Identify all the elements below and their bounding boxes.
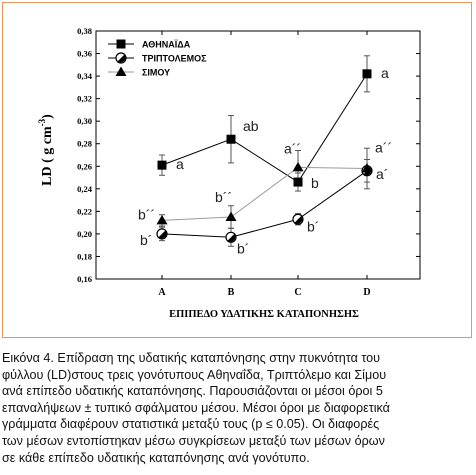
data-point: [226, 212, 237, 222]
data-point: [293, 214, 303, 224]
caption-line: ανά επίπεδο υδατικής καταπόνησης. Παρουσιάζονται οι μέσοι όροι 5: [2, 384, 383, 399]
data-point: [158, 161, 167, 170]
legend-marker: [116, 53, 126, 63]
data-point: [157, 229, 167, 239]
significance-label: b´´: [138, 206, 156, 223]
data-point: [227, 135, 236, 144]
caption-line: επαναλήψεων ± τυπικό σφάλματου μέσου. Μέσοι όροι με διαφορετικά: [2, 400, 390, 415]
significance-label: b´: [140, 231, 153, 248]
y-tick-label: 0,34: [77, 71, 92, 82]
series-line-3: [162, 167, 367, 220]
significance-label: b´: [237, 240, 250, 257]
data-point: [157, 215, 168, 225]
chart-axes: [77, 26, 420, 298]
significance-label: a´: [376, 165, 389, 182]
x-axis-title: ΕΠΙΠΕΔΟ ΥΔΑΤΙΚΗΣ ΚΑΤΑΠΟΝΗΣΗΣ: [169, 309, 359, 320]
x-tick-label: B: [227, 287, 235, 298]
x-tick-label: C: [294, 287, 302, 298]
caption-line: φύλλου (LD)στους τρεις γονότυπους Αθηναΐδα, Τριπτόλεμο και Σίμου: [2, 367, 387, 382]
significance-label: b´´: [215, 189, 233, 205]
data-point: [294, 178, 303, 187]
y-tick-label: 0,36: [77, 48, 92, 59]
data-point: [226, 232, 236, 242]
series-markers: [157, 69, 373, 242]
caption-line: γράμματα διαφέρουν στατιστικά μεταξύ τους (p ≤ 0.05). Οι διαφορές: [2, 417, 380, 432]
series-line-2: [162, 171, 367, 238]
significance-label: ab: [243, 118, 259, 135]
y-tick-label: 0,28: [77, 138, 92, 149]
legend-marker: [117, 40, 126, 49]
y-tick-label: 0,18: [77, 251, 92, 262]
figure-caption: [2, 350, 474, 466]
y-tick-label: 0,20: [77, 228, 92, 239]
y-tick-label: 0,24: [77, 183, 92, 194]
legend: [108, 40, 207, 78]
data-point: [293, 162, 304, 172]
error-bars: [159, 56, 370, 247]
significance-label: b´: [307, 218, 320, 235]
x-tick-label: A: [158, 287, 166, 298]
y-tick-label: 0,30: [77, 116, 92, 127]
caption-line: σε κάθε επίπεδο υδατικής καταπόνησης ανά γονότυπο.: [2, 450, 310, 465]
x-tick-label: D: [363, 287, 371, 298]
significance-label: a: [176, 156, 184, 173]
y-axis-title: LD ( g $cm^{-3}$): [37, 114, 55, 186]
y-tick-label: 0,22: [77, 206, 92, 217]
significance-label: a: [381, 64, 389, 81]
series-lines: [162, 74, 367, 237]
significance-label: a´´: [375, 139, 393, 156]
caption-line: Εικόνα 4. Επίδραση της υδατικής καταπόνησης στην πυκνότητα του: [2, 351, 381, 365]
legend-marker: [116, 67, 127, 77]
y-tick-label: 0,38: [77, 26, 92, 36]
y-tick-label: 0,26: [77, 161, 92, 172]
legend-label: ΑΘΗΝΑΪΔΑ: [142, 39, 191, 50]
y-tick-label: 0,32: [77, 93, 92, 104]
series-line-1: [162, 74, 367, 182]
y-tick-label: 0,16: [77, 274, 92, 284]
significance-label: b: [311, 175, 319, 192]
data-point: [363, 69, 372, 78]
legend-label: ΣΙΜΟΥ: [142, 67, 171, 78]
significance-label: a´´: [284, 140, 302, 157]
legend-label: ΤΡΙΠΤΟΛΕΜΟΣ: [142, 53, 207, 64]
caption-line: των μέσων εντοπίστηκαν μέσω συγκρίσεων μεταξύ των μέσων όρων: [2, 433, 385, 448]
